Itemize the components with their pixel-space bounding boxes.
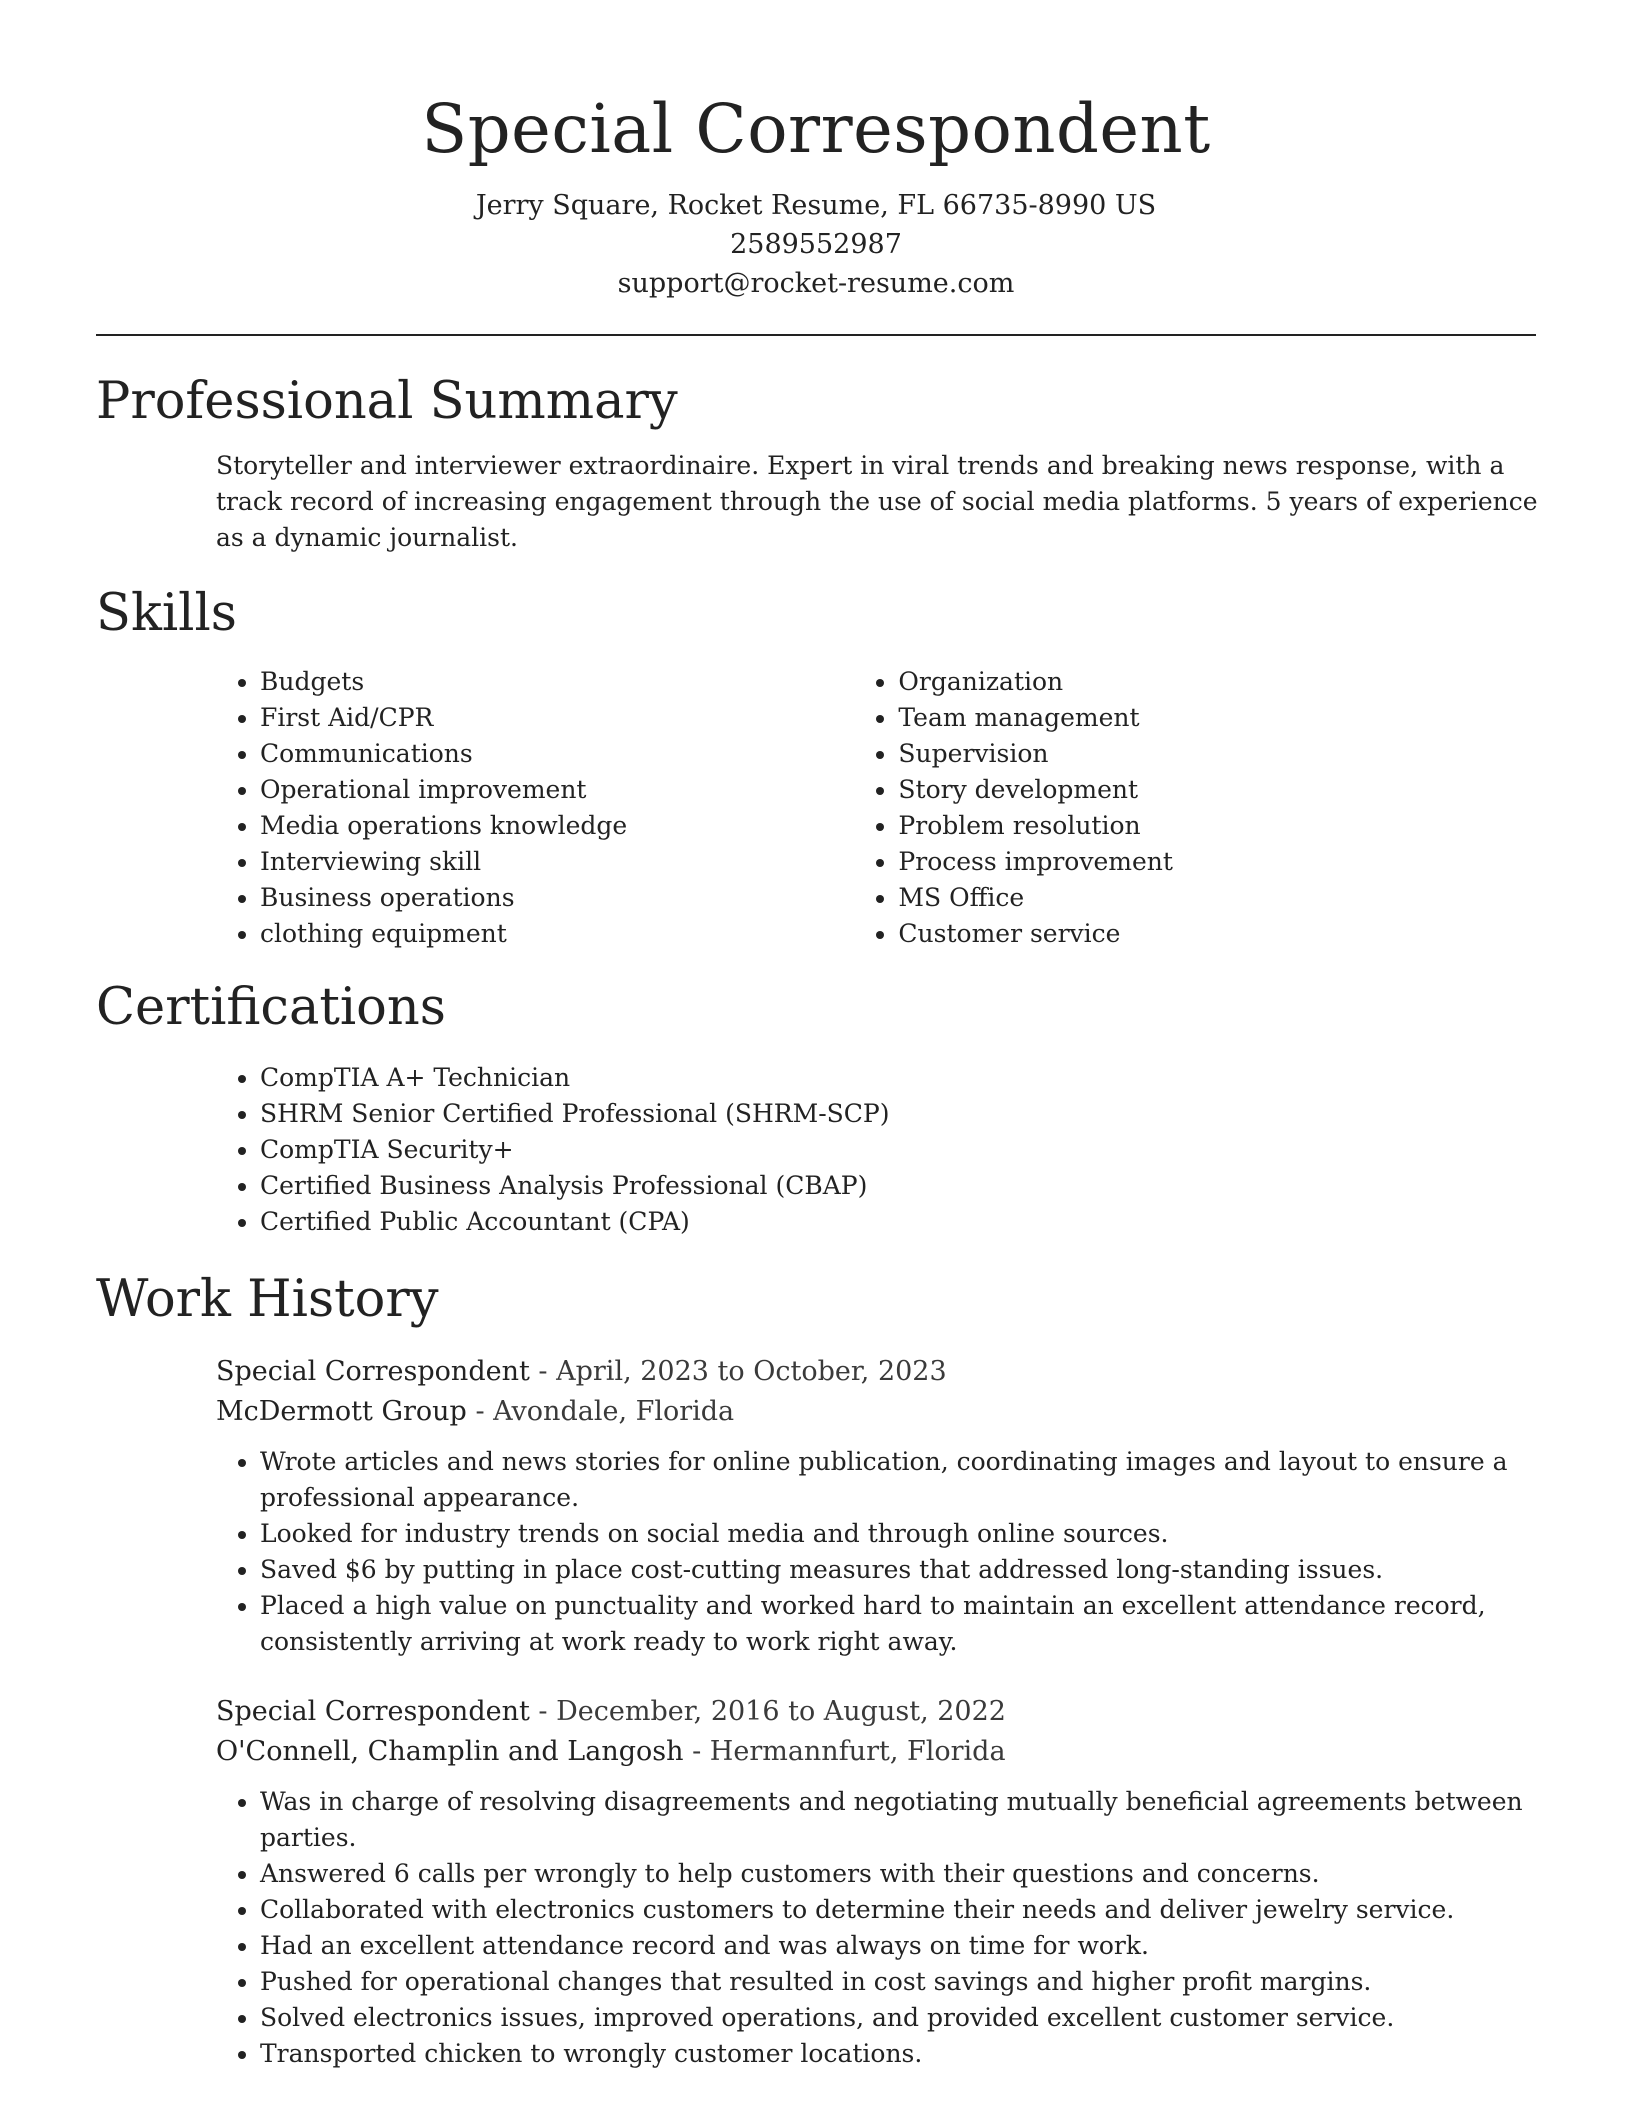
- skill-item: • Interviewing skill: [260, 844, 854, 880]
- skill-item: • MS Office: [898, 880, 1536, 916]
- job-duty: • Collaborated with electronics customers to determine their needs and deliver jewelry service.: [260, 1892, 1544, 1928]
- job-dates: - December, 2016 to August, 2022: [529, 1696, 1006, 1727]
- job-dates: - April, 2023 to October, 2023: [529, 1356, 947, 1387]
- job-duty: • Placed a high value on punctuality and worked hard to maintain an excellent attendance record, consistently arriving at work ready to work right away.: [260, 1588, 1544, 1660]
- job-role-line: [216, 1352, 1544, 1392]
- skills-heading: Skills: [96, 584, 237, 643]
- skill-item: • Operational improvement: [260, 772, 854, 808]
- skills-list: [216, 664, 1536, 952]
- job-duty: • Answered 6 calls per wrongly to help customers with their questions and concerns.: [260, 1856, 1544, 1892]
- skill-item: • Budgets: [260, 664, 854, 700]
- job-role-line: [216, 1692, 1544, 1732]
- certification-item: • SHRM Senior Certified Professional (SHRM-SCP): [260, 1096, 1536, 1132]
- job-duty: • Saved $6 by putting in place cost-cutting measures that addressed long-standing issues.: [260, 1552, 1544, 1588]
- skill-item: • clothing equipment: [260, 916, 854, 952]
- resume-header: [96, 0, 1536, 303]
- job-duty: • Solved electronics issues, improved operations, and provided excellent customer service.: [260, 2000, 1544, 2036]
- certifications-list: [216, 1060, 1536, 1240]
- summary-text: Storyteller and interviewer extraordinaire. Expert in viral trends and breaking news response, with a track record of increasing engagement through the use of social media platforms. 5 years of experience as a dynamic journalist.: [216, 451, 1538, 552]
- work-history-heading: Work History: [96, 1270, 439, 1329]
- job-duty: • Looked for industry trends on social media and through online sources.: [260, 1516, 1544, 1552]
- job-location: - Hermannfurt, Florida: [683, 1736, 1006, 1767]
- skill-item: • First Aid/CPR: [260, 700, 854, 736]
- header-divider: [96, 334, 1536, 336]
- skill-item: • Customer service: [898, 916, 1536, 952]
- job-duty: • Had an excellent attendance record and was always on time for work.: [260, 1928, 1544, 1964]
- job-duties-list: [216, 1784, 1544, 2072]
- skill-item: • Media operations knowledge: [260, 808, 854, 844]
- job-duty: • Pushed for operational changes that resulted in cost savings and higher profit margins.: [260, 1964, 1544, 2000]
- certification-item: • Certified Public Accountant (CPA): [260, 1204, 1536, 1240]
- job-entry: [216, 1352, 1544, 1660]
- job-duty: • Wrote articles and news stories for online publication, coordinating images and layout to ensure a professional appearance.: [260, 1444, 1544, 1516]
- skill-item: • Story development: [898, 772, 1536, 808]
- contact-block: [96, 186, 1536, 303]
- candidate-title: Special Correspondent: [421, 90, 1211, 168]
- job-role: Special Correspondent: [216, 1356, 530, 1387]
- job-role: Special Correspondent: [216, 1696, 530, 1727]
- skill-item: • Problem resolution: [898, 808, 1536, 844]
- certifications-heading: Certifications: [96, 978, 446, 1037]
- certification-item: • Certified Business Analysis Professional (CBAP): [260, 1168, 1536, 1204]
- summary-heading: Professional Summary: [96, 372, 678, 431]
- job-company-line: [216, 1732, 1544, 1772]
- skill-item: • Supervision: [898, 736, 1536, 772]
- job-duty: • Was in charge of resolving disagreements and negotiating mutually beneficial agreements between parties.: [260, 1784, 1544, 1856]
- job-company-line: [216, 1392, 1544, 1432]
- contact-address: Jerry Square, Rocket Resume, FL 66735-8990 US: [475, 190, 1157, 221]
- job-entry: [216, 1692, 1544, 2072]
- skills-column-right: [854, 664, 1536, 952]
- certification-item: • CompTIA A+ Technician: [260, 1060, 1536, 1096]
- job-duty: • Transported chicken to wrongly customer locations.: [260, 2036, 1544, 2072]
- job-company: O'Connell, Champlin and Langosh: [216, 1736, 684, 1767]
- job-duties-list: [216, 1444, 1544, 1660]
- skill-item: • Business operations: [260, 880, 854, 916]
- certification-item: • CompTIA Security+: [260, 1132, 1536, 1168]
- skill-item: • Team management: [898, 700, 1536, 736]
- skill-item: • Communications: [260, 736, 854, 772]
- contact-email: support@rocket-resume.com: [617, 268, 1015, 299]
- job-company: McDermott Group: [216, 1396, 467, 1427]
- resume-page: [96, 0, 1536, 2072]
- skills-column-left: [216, 664, 854, 952]
- skill-item: • Organization: [898, 664, 1536, 700]
- skill-item: • Process improvement: [898, 844, 1536, 880]
- job-location: - Avondale, Florida: [466, 1396, 735, 1427]
- contact-phone: 2589552987: [730, 229, 902, 260]
